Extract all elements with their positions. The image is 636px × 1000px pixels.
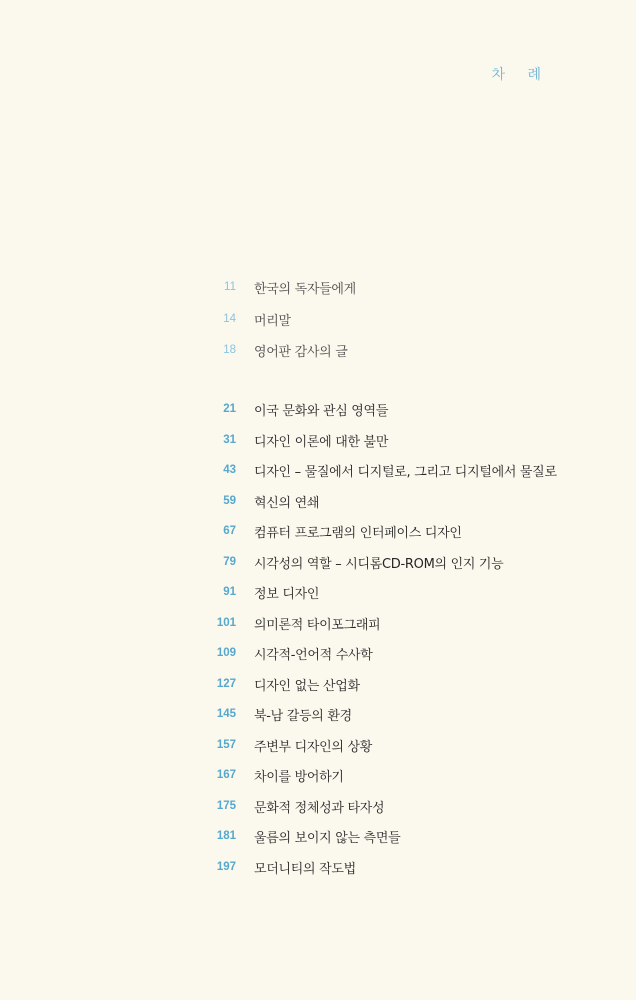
toc-page-number: 11 — [224, 281, 236, 293]
toc-entry[interactable] — [196, 764, 616, 786]
toc-entry[interactable] — [196, 490, 616, 512]
toc-entry-title: 한국의 독자들에게 — [254, 281, 356, 297]
toc-entry[interactable] — [196, 551, 616, 573]
toc-page-number: 157 — [216, 739, 236, 751]
toc-entry-title: 의미론적 타이포그래피 — [254, 617, 381, 633]
toc-entry[interactable] — [196, 398, 616, 420]
toc-page-number: 21 — [223, 403, 236, 415]
toc-page-number: 127 — [216, 678, 236, 690]
toc-entry-title: 디자인 없는 산업화 — [254, 678, 360, 694]
toc-entry[interactable] — [196, 673, 616, 695]
toc-entry[interactable] — [196, 856, 616, 878]
toc-entry[interactable] — [196, 642, 616, 664]
toc-entry[interactable] — [196, 459, 616, 481]
toc-entry-title: 컴퓨터 프로그램의 인터페이스 디자인 — [254, 525, 462, 541]
contents-heading: 차 례 — [491, 67, 550, 83]
toc-page-number: 18 — [223, 344, 236, 356]
toc-entry-title: 모더니티의 작도법 — [254, 861, 356, 877]
toc-entry-title: 정보 디자인 — [254, 586, 320, 602]
toc-entry-title: 영어판 감사의 글 — [254, 344, 348, 360]
toc-entry-title: 머리말 — [254, 313, 291, 329]
toc-page-number: 181 — [216, 830, 236, 842]
toc-page-number: 79 — [223, 556, 236, 568]
toc-page-number: 91 — [223, 586, 236, 598]
toc-entry-title: 혁신의 연쇄 — [254, 495, 320, 511]
toc-entry-title: 이국 문화와 관심 영역들 — [254, 403, 389, 419]
toc-entry[interactable] — [196, 520, 616, 542]
toc-entry[interactable] — [196, 612, 616, 634]
toc-page-number: 14 — [223, 313, 236, 325]
toc-entry[interactable] — [196, 429, 616, 451]
toc-entry[interactable] — [196, 339, 616, 361]
toc-page-number: 59 — [223, 495, 236, 507]
toc-page-number: 43 — [223, 464, 236, 476]
toc-entry-title: 디자인 – 물질에서 디지털로, 그리고 디지털에서 물질로 — [254, 464, 557, 480]
toc-page-number: 31 — [223, 434, 236, 446]
toc-page-number: 67 — [223, 525, 236, 537]
toc-entry[interactable] — [196, 703, 616, 725]
toc-entry[interactable] — [196, 734, 616, 756]
toc-entry[interactable] — [196, 795, 616, 817]
toc-entry-title: 북-남 갈등의 환경 — [254, 708, 352, 724]
toc-entry-title: 차이를 방어하기 — [254, 769, 344, 785]
toc-page-number: 175 — [216, 800, 236, 812]
toc-entry[interactable] — [196, 308, 616, 330]
toc-entry-title: 시각성의 역할 – 시디롬CD-ROM의 인지 기능 — [254, 556, 504, 572]
toc-entry-title: 울름의 보이지 않는 측면들 — [254, 830, 401, 846]
toc-entry-title: 주변부 디자인의 상황 — [254, 739, 372, 755]
toc-entry[interactable] — [196, 825, 616, 847]
toc-page-number: 167 — [216, 769, 236, 781]
toc-page-number: 145 — [216, 708, 236, 720]
toc-entry[interactable] — [196, 581, 616, 603]
toc-entry[interactable] — [196, 276, 616, 298]
toc-page-number: 197 — [216, 861, 236, 873]
toc-page-number: 109 — [216, 647, 236, 659]
toc-entry-title: 디자인 이론에 대한 불만 — [254, 434, 389, 450]
toc-entry-title: 문화적 정체성과 타자성 — [254, 800, 385, 816]
toc-page-number: 101 — [216, 617, 236, 629]
toc-entry-title: 시각적-언어적 수사학 — [254, 647, 373, 663]
